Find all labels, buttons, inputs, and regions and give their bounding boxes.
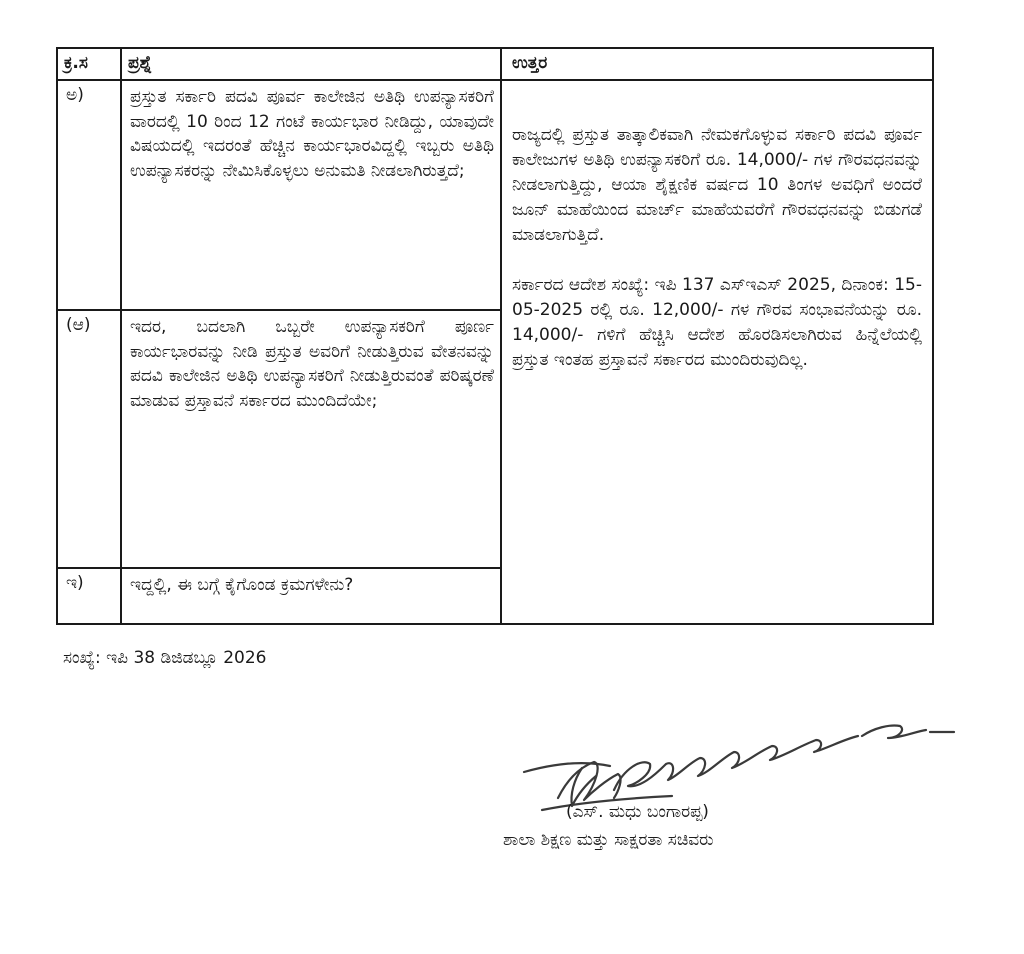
row-number: (ಆ) <box>57 310 121 568</box>
header-question: ಪ್ರಶ್ನೆ <box>121 48 501 80</box>
answer-paragraph: ರಾಜ್ಯದಲ್ಲಿ ಪ್ರಸ್ತುತ ತಾತ್ಕಾಲಿಕವಾಗಿ ನೇಮಕಗೊಳ್ಳುವ ಸರ್ಕಾರಿ ಪದವಿ ಪೂರ್ವ ಕಾಲೇಜುಗಳ ಅತಿಥಿ ಉಪನ್ಯಾಸಕರಿಗೆ ರೂ. 14,000/- ಗಳ ಗೌರವಧನವನ್ನು ನೀಡಲಾಗುತ್ತಿದ್ದು, ಆಯಾ ಶೈಕ್ಷಣಿಕ ವರ್ಷದ 10 ತಿಂಗಳ ಅವಧಿಗೆ ಅಂದರೆ ಜೂನ್ ಮಾಹೆಯಿಂದ ಮಾರ್ಚ್ ಮಾಹೆಯವರೆಗೆ ಗೌರವಧನವನ್ನು ಬಿಡುಗಡೆ ಮಾಡಲಾಗುತ್ತಿದೆ. <box>512 125 922 245</box>
table-row <box>57 80 933 310</box>
answer-paragraph: ಸರ್ಕಾರದ ಆದೇಶ ಸಂಖ್ಯೆ: ಇಪಿ 137 ಎಸ್‌ಇಎಸ್ 2025, ದಿನಾಂಕ: 15-05-2025 ರಲ್ಲಿ ರೂ. 12,000/- ಗಳ ಗೌರವ ಸಂಭಾವನೆಯನ್ನು ರೂ. 14,000/- ಗಳಿಗೆ ಹೆಚ್ಚಿಸಿ ಆದೇಶ ಹೊರಡಿಸಲಾಗಿರುವ ಹಿನ್ನೆಲೆಯಲ್ಲಿ ಪ್ರಸ್ತುತ ಇಂತಹ ಪ್ರಸ್ತಾವನೆ ಸರ್ಕಾರದ ಮುಂದಿರುವುದಿಲ್ಲ. <box>512 275 922 370</box>
reference-number: ಸಂಖ್ಯೆ: ಇಪಿ 38 ಡಿಜಿಡಬ್ಲೂ 2026 <box>63 648 267 668</box>
header-answer: ಉತ್ತರ <box>501 48 933 80</box>
question-cell: ಇದ್ದಲ್ಲಿ, ಈ ಬಗ್ಗೆ ಕೈಗೊಂಡ ಕ್ರಮಗಳೇನು? <box>121 568 501 624</box>
answer-cell <box>501 80 933 624</box>
row-number: ಅ) <box>57 80 121 310</box>
table-header-row <box>57 48 933 80</box>
signatory-name: (ಎಸ್. ಮಧು ಬಂಗಾರಪ್ಪ) <box>566 802 709 822</box>
header-serial: ಕ್ರ.ಸ <box>57 48 121 80</box>
row-number: ಇ) <box>57 568 121 624</box>
question-cell: ಇದರ, ಬದಲಾಗಿ ಒಬ್ಬರೇ ಉಪನ್ಯಾಸಕರಿಗೆ ಪೂರ್ಣ ಕಾರ್ಯಭಾರವನ್ನು ನೀಡಿ ಪ್ರಸ್ತುತ ಅವರಿಗೆ ನೀಡುತ್ತಿರುವ ವೇತನವನ್ನು ಪದವಿ ಕಾಲೇಜಿನ ಅತಿಥಿ ಉಪನ್ಯಾಸಕರಿಗೆ ನೀಡುತ್ತಿರುವಂತೆ ಪರಿಷ್ಕರಣೆ ಮಾಡುವ ಪ್ರಸ್ತಾವನೆ ಸರ್ಕಾರದ ಮುಂದಿದೆಯೇ; <box>121 310 501 568</box>
question-cell: ಪ್ರಸ್ತುತ ಸರ್ಕಾರಿ ಪದವಿ ಪೂರ್ವ ಕಾಲೇಜಿನ ಅತಿಥಿ ಉಪನ್ಯಾಸಕರಿಗೆ ವಾರದಲ್ಲಿ 10 ರಿಂದ 12 ಗಂಟೆ ಕಾರ್ಯಭಾರ ನೀಡಿದ್ದು, ಯಾವುದೇ ವಿಷಯದಲ್ಲಿ ಇದರಂತೆ ಹೆಚ್ಚಿನ ಕಾರ್ಯಭಾರವಿದ್ದಲ್ಲಿ ಇಬ್ಬರು ಅತಿಥಿ ಉಪನ್ಯಾಸಕರನ್ನು ನೇಮಿಸಿಕೊಳ್ಳಲು ಅನುಮತಿ ನೀಡಲಾಗಿರುತ್ತದೆ; <box>121 80 501 310</box>
signatory-designation: ಶಾಲಾ ಶಿಕ್ಷಣ ಮತ್ತು ಸಾಕ್ಷರತಾ ಸಚಿವರು <box>503 830 714 850</box>
qa-table <box>56 47 934 625</box>
